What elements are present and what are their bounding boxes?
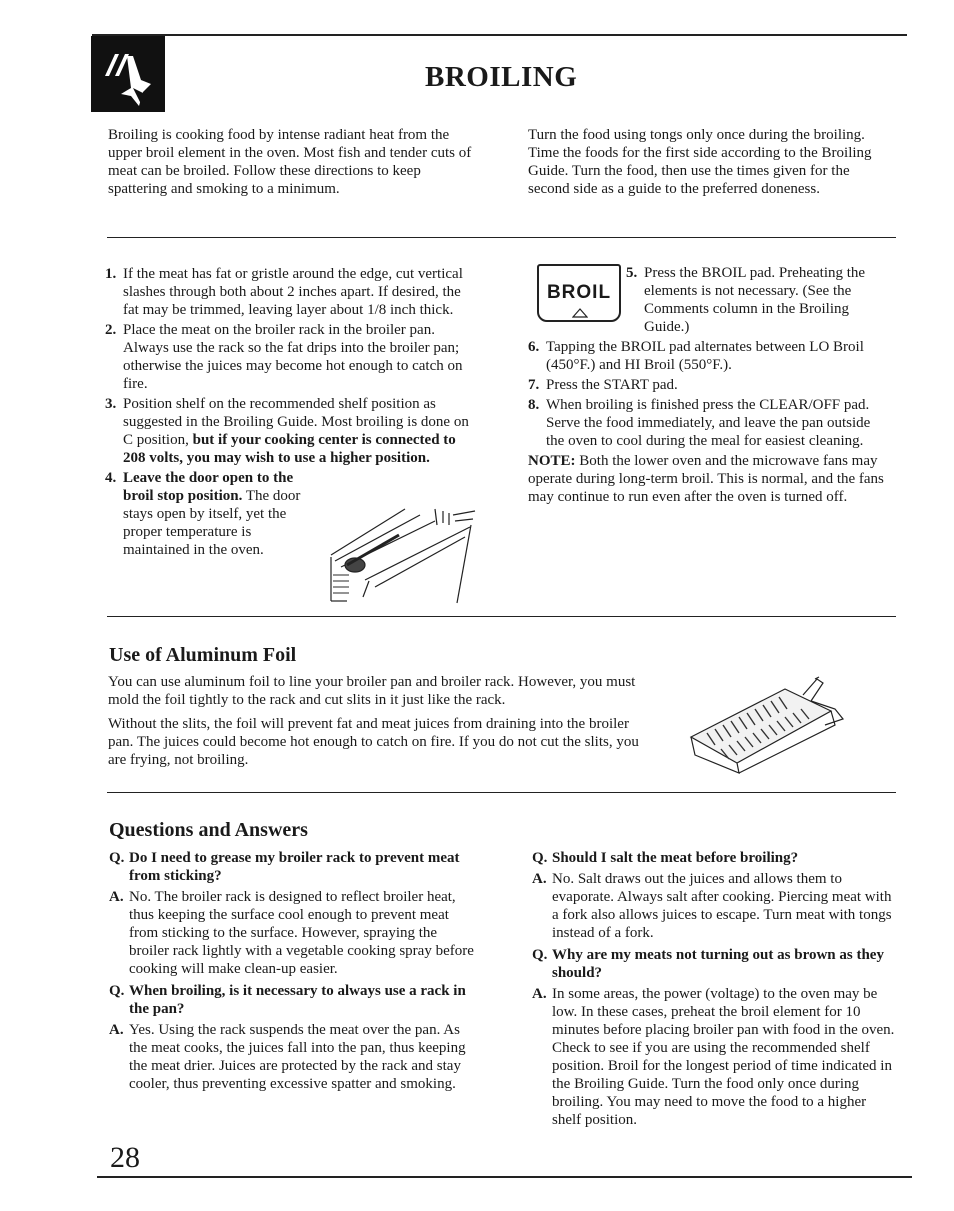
step-item	[528, 376, 888, 394]
question	[109, 849, 479, 885]
page-number: 28	[110, 1141, 140, 1174]
foil-heading: Use of Aluminum Foil	[109, 644, 297, 666]
intro-right: Turn the food using tongs only once during the broiling. Time the foods for the first side according to the Broiling Guide. Turn the food, then use the times given for the second side as a guide to the preferred doneness.	[528, 127, 872, 197]
step-text-bold: Leave the door open to the broil stop position.	[123, 470, 294, 504]
steps-right	[528, 338, 888, 506]
question-tag: Q.	[532, 947, 548, 963]
foil-rack-illustration	[685, 675, 847, 775]
section-rule	[107, 792, 896, 793]
step-item	[105, 469, 308, 559]
step-text: Position shelf on the recommended shelf position as suggested in the Broiling Guide. Most broiling is done on C position,	[123, 396, 469, 448]
answer-tag: A.	[532, 986, 547, 1002]
note-label: NOTE:	[528, 453, 576, 469]
qa-left-column	[109, 849, 479, 1093]
qa-heading: Questions and Answers	[109, 819, 308, 841]
question-tag: Q.	[532, 850, 548, 866]
question	[532, 849, 898, 867]
step-number: 4.	[105, 470, 117, 486]
answer-tag: A.	[109, 1022, 124, 1038]
note-paragraph	[528, 452, 888, 506]
answer-text: No. Salt draws out the juices and allows them to evaporate. Always salt after cooking. Piercing meat with a fork also allows juices to escape. Turn meat with tongs instead of a fork.	[552, 871, 892, 941]
step-item	[105, 265, 480, 319]
answer-tag: A.	[532, 871, 547, 887]
step-number: 1.	[105, 266, 117, 282]
step-item	[528, 338, 888, 374]
answer-tag: A.	[109, 889, 124, 905]
step-number: 5.	[626, 265, 638, 281]
section-rule	[107, 616, 896, 617]
step-number: 3.	[105, 396, 117, 412]
question-tag: Q.	[109, 983, 125, 999]
step-text: Place the meat on the broiler rack in the broiler pan. Always use the rack so the fat drips into the broiler pan; otherwise the juices may become hot enough to catch on fire.	[123, 322, 463, 392]
step-number: 2.	[105, 322, 117, 338]
step-text: Press the BROIL pad. Preheating the elements is not necessary. (See the Comments column in the Broiling Guide.)	[644, 265, 866, 335]
question-text: Should I salt the meat before broiling?	[552, 850, 799, 866]
question-text: Do I need to grease my broiler rack to prevent meat from sticking?	[129, 850, 460, 884]
oven-door-illustration	[325, 505, 480, 605]
triangle-up-icon	[572, 308, 588, 318]
question-text: Why are my meats not turning out as brown as they should?	[552, 947, 884, 981]
qa-right-column	[532, 849, 898, 1129]
answer	[109, 888, 479, 978]
step-item	[105, 321, 480, 393]
footer-rule	[97, 1176, 912, 1178]
section-rule	[107, 237, 896, 238]
note-text: Both the lower oven and the microwave fans may operate during long-term broil. This is normal, and the fans may continue to run even after the oven is turned off.	[528, 453, 884, 505]
intro-left: Broiling is cooking food by intense radiant heat from the upper broil element in the oven. Most fish and tender cuts of meat can be broiled. Follow these directions to keep spattering and smoking to a minimum.	[108, 127, 472, 197]
answer-text: No. The broiler rack is designed to reflect broiler heat, thus keeping the surface cool enough to prevent meat from sticking to the surface. However, spraying the broiler rack lightly with a vegetable cooking spray before cooking will make clean-up easier.	[129, 889, 474, 977]
step-item	[528, 396, 888, 450]
question-tag: Q.	[109, 850, 125, 866]
step-5	[626, 264, 886, 336]
step-number: 8.	[528, 397, 540, 413]
step-text: Tapping the BROIL pad alternates between LO Broil (450°F.) and HI Broil (550°F.).	[546, 339, 864, 373]
answer	[532, 870, 898, 942]
step-text: Press the START pad.	[546, 377, 678, 393]
answer-text: Yes. Using the rack suspends the meat over the pan. As the meat cooks, the juices fall into the pan, thus keeping the meat drier. Juices are protected by the rack and stay cooler, thus preventing excessive spatter and smoking.	[129, 1022, 466, 1092]
step-text: If the meat has fat or gristle around the edge, cut vertical slashes through both about 2 inches apart. If desired, the fat may be trimmed, leaving layer about 1/8 inch thick.	[123, 266, 463, 318]
step-text-bold: but if your cooking center is connected to 208 volts, you may wish to use a higher position.	[123, 432, 456, 466]
foil-paragraph-2: Without the slits, the foil will prevent fat and meat juices from draining into the broiler pan. The juices could become hot enough to catch on fire. If you do not cut the slits, you are frying, not broiling.	[108, 716, 639, 768]
question	[109, 982, 479, 1018]
answer-text: In some areas, the power (voltage) to the oven may be low. In these cases, preheat the broil element for 10 minutes before placing broiler pan with food in the oven. Check to see if you are using the recommended shelf position. Broil for the longest period of time indicated in the Broiling Guide. Turn the food only once during broiling. You may need to move the food to a higher shelf position.	[552, 986, 895, 1128]
question-text: When broiling, is it necessary to always use a rack in the pan?	[129, 983, 466, 1017]
header-rule	[92, 34, 907, 36]
page-title: BROILING	[425, 61, 578, 93]
step-item	[105, 395, 480, 467]
answer	[532, 985, 898, 1129]
foil-paragraph-1: You can use aluminum foil to line your broiler pan and broiler rack. However, you must mold the foil tightly to the rack and cut slits in it just like the rack.	[108, 674, 636, 708]
answer	[109, 1021, 479, 1093]
step-number: 7.	[528, 377, 540, 393]
step-text: The door stays open by itself, yet the proper temperature is maintained in the oven.	[123, 488, 301, 558]
step-number: 6.	[528, 339, 540, 355]
broiler-logo-icon	[91, 36, 165, 112]
broil-key-label: BROIL	[546, 282, 612, 303]
broil-key-illustration	[537, 264, 621, 322]
question	[532, 946, 898, 982]
step-text: When broiling is finished press the CLEAR/OFF pad. Serve the food immediately, and leave the pan outside the oven to cool during the meal for easiest cleaning.	[546, 397, 871, 449]
step-item	[626, 264, 886, 336]
